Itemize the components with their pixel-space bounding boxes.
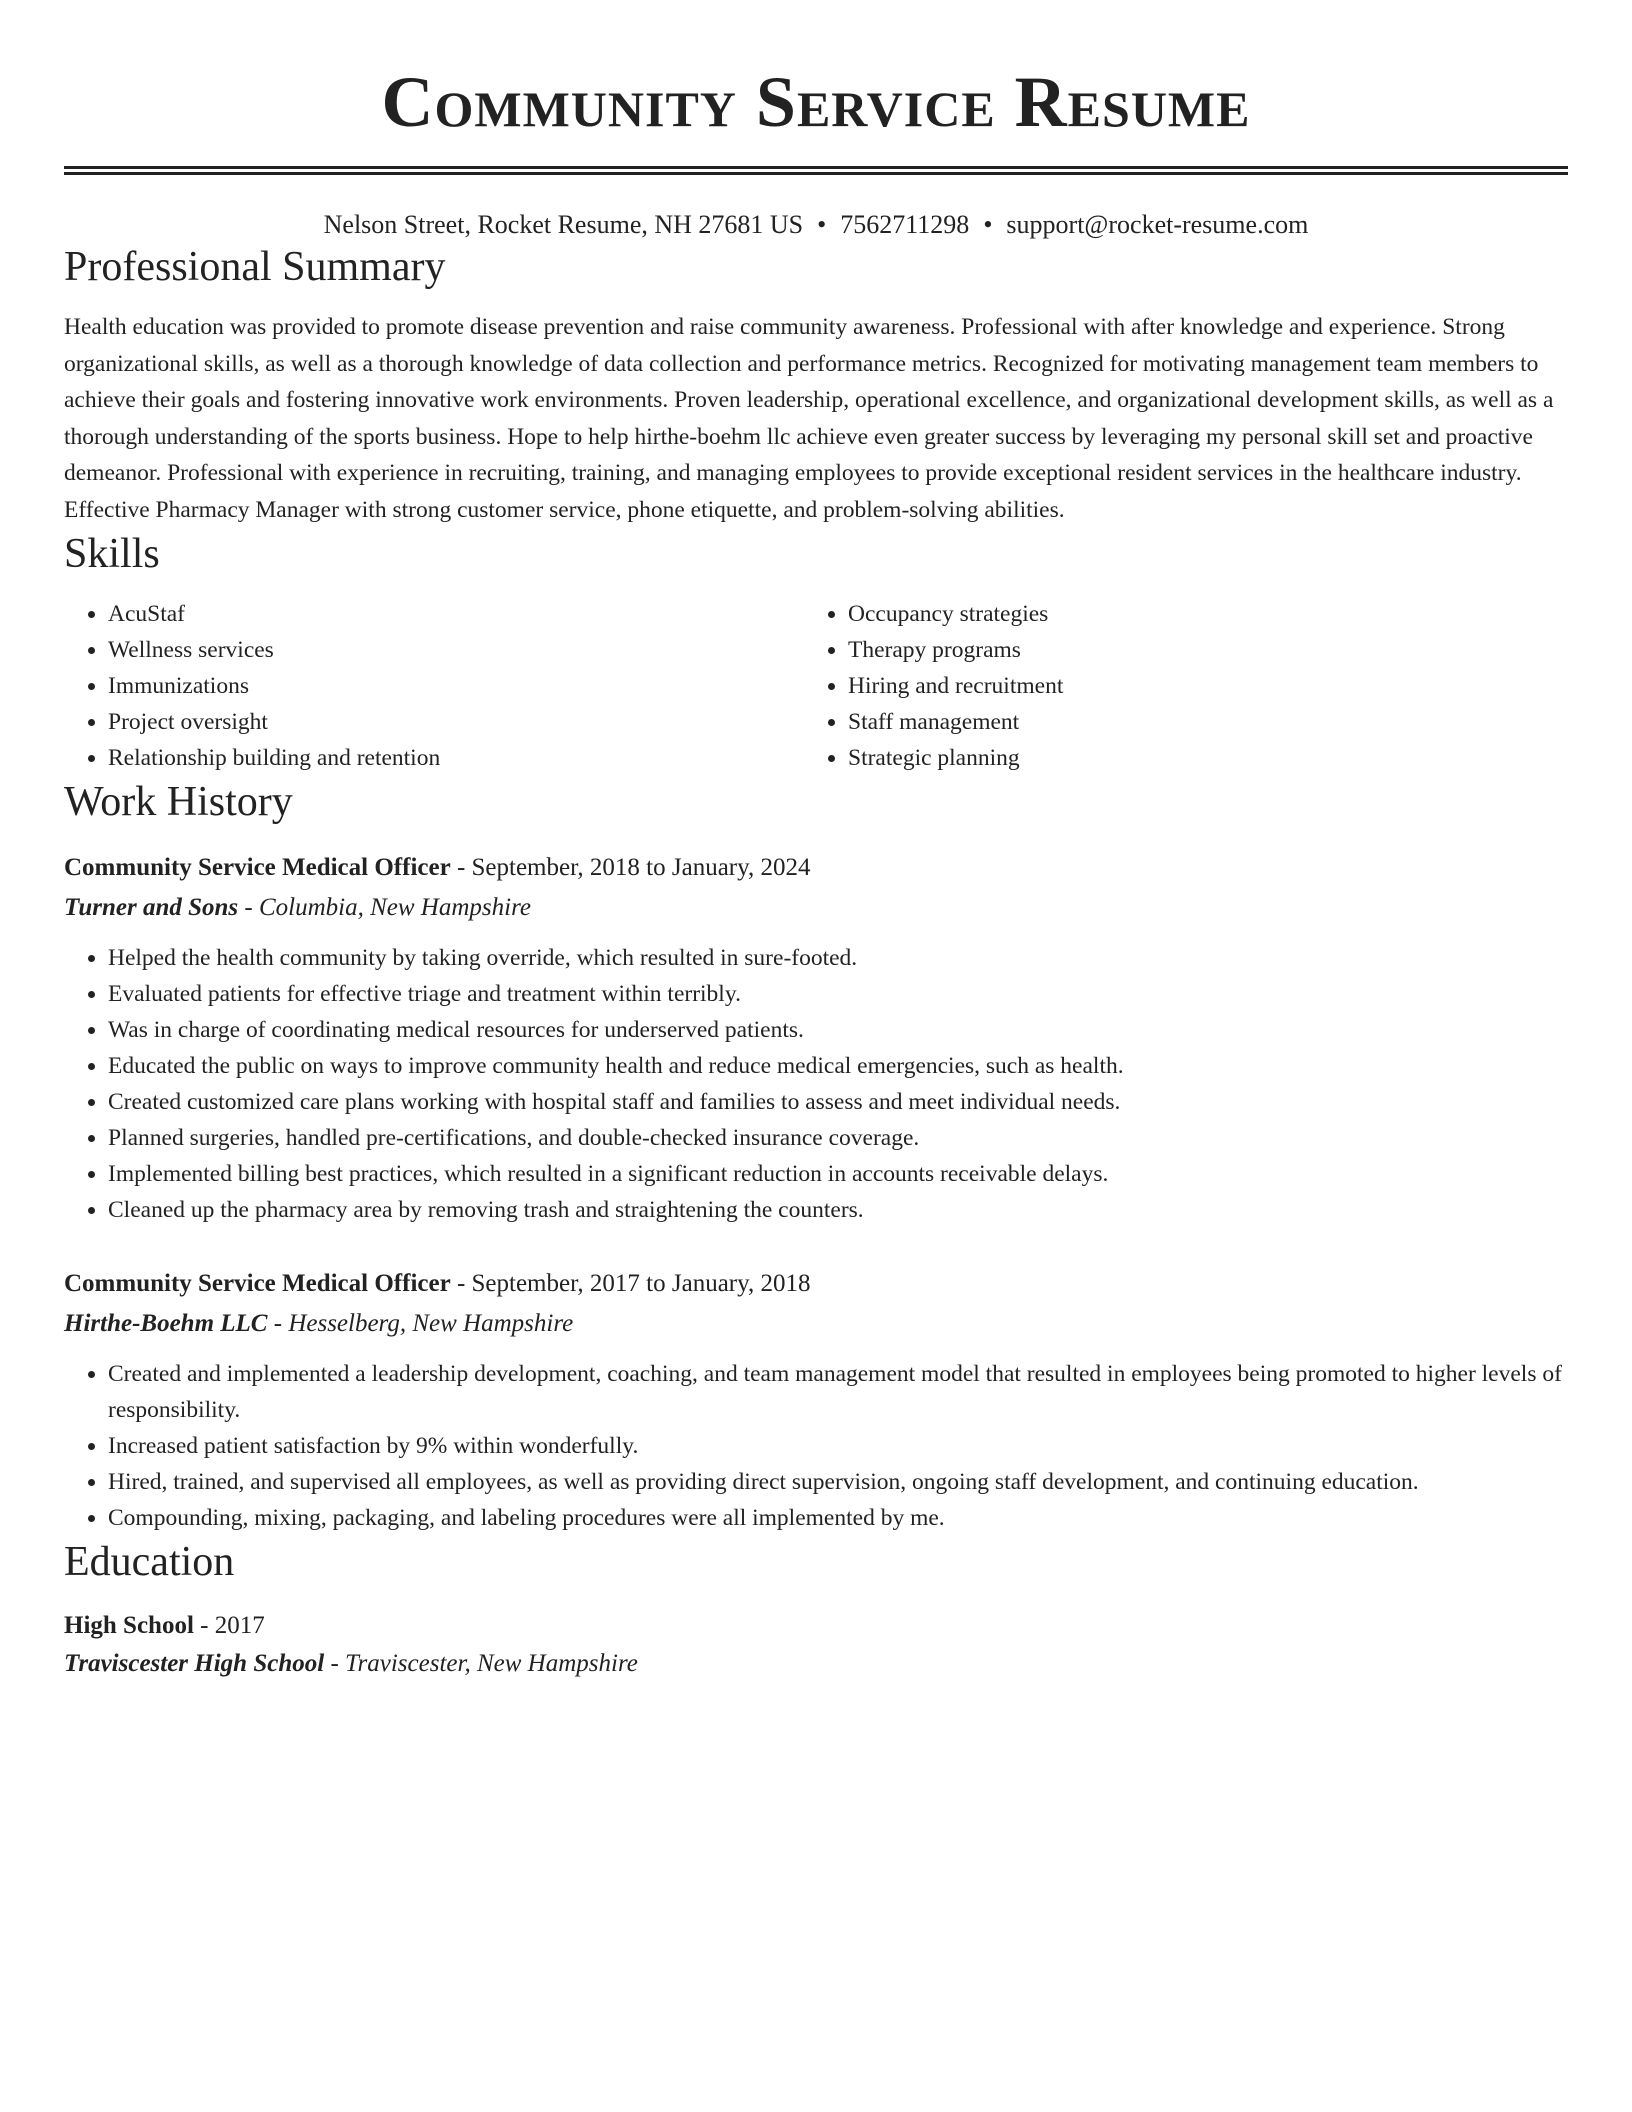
work-history-heading: Work History: [64, 779, 293, 825]
skills-list: [64, 596, 1568, 776]
skill-item: • Project oversight: [108, 704, 806, 740]
contact-separator: •: [817, 210, 827, 239]
summary-text: Health education was provided to promote disease prevention and raise community awareness. Professional with after knowledge and experience. Strong organizational skills, as well as a thorough knowledge of data collection and performance metrics. Recognized for motivating management team members to achieve their goals and fostering innovative work environments. Proven leadership, operational excellence, and organizational development skills, as well as a thorough understanding of the sports business. Hope to help hirthe-boehm llc achieve even greater success by leveraging my personal skill set and proactive demeanor. Professional with experience in recruiting, training, and managing employees to provide exceptional resident services in the healthcare industry. Effective Pharmacy Manager with strong customer service, phone etiquette, and problem-solving abilities.: [64, 314, 1554, 523]
contact-address: Nelson Street, Rocket Resume, NH 27681 US: [323, 210, 804, 239]
job-location: Columbia, New Hampshire: [258, 894, 531, 921]
skills-column-left: [64, 596, 806, 776]
education-year: 2017: [214, 1612, 265, 1639]
job-dates: September, 2018 to January, 2024: [471, 854, 811, 881]
job-entry: [64, 1266, 1568, 1536]
education-dash: -: [324, 1650, 346, 1677]
job-dash: -: [238, 894, 259, 921]
job-duty: • Was in charge of coordinating medical resources for underserved patients.: [108, 1012, 1568, 1048]
skills-heading: Skills: [64, 531, 160, 577]
summary-heading: Professional Summary: [64, 244, 446, 290]
education-degree: High School: [64, 1612, 194, 1639]
job-duty: • Created and implemented a leadership development, coaching, and team management model that resulted in employees being promoted to higher levels of responsibility.: [108, 1356, 1568, 1428]
education-entry: [64, 1608, 1568, 1682]
job-duty: • Educated the public on ways to improve community health and reduce medical emergencies, such as health.: [108, 1048, 1568, 1084]
job-duty: • Increased patient satisfaction by 9% within wonderfully.: [108, 1428, 1568, 1464]
skill-item: • Therapy programs: [848, 632, 1548, 668]
job-duty: • Created customized care plans working with hospital staff and families to assess and meet individual needs.: [108, 1084, 1568, 1120]
contact-email: support@rocket-resume.com: [1006, 210, 1309, 239]
skill-item: • Occupancy strategies: [848, 596, 1548, 632]
skill-item: • Wellness services: [108, 632, 806, 668]
education-dash: -: [193, 1612, 215, 1639]
job-dates: September, 2017 to January, 2018: [471, 1270, 811, 1297]
skill-item: • AcuStaf: [108, 596, 806, 632]
job-duty: • Helped the health community by taking override, which resulted in sure-footed.: [108, 940, 1568, 976]
skill-item: • Hiring and recruitment: [848, 668, 1548, 704]
education-location: Traviscester, New Hampshire: [345, 1650, 638, 1677]
job-title: Community Service Medical Officer: [64, 1270, 451, 1297]
contact-phone: 7562711298: [840, 210, 970, 239]
job-company: Hirthe-Boehm LLC: [64, 1310, 268, 1337]
job-employer: [64, 890, 1568, 926]
job-duty: • Evaluated patients for effective triage and treatment within terribly.: [108, 976, 1568, 1012]
job-dash: -: [267, 1310, 289, 1337]
job-duty: • Planned surgeries, handled pre-certifications, and double-checked insurance coverage.: [108, 1120, 1568, 1156]
job-header: [64, 850, 1568, 886]
skill-item: • Immunizations: [108, 668, 806, 704]
job-title: Community Service Medical Officer: [64, 854, 451, 881]
resume-title: Community Service Resume: [381, 62, 1251, 142]
job-duties: [64, 940, 1568, 1228]
job-duty: • Implemented billing best practices, which resulted in a significant reduction in accounts receivable delays.: [108, 1156, 1568, 1192]
title-divider: [64, 166, 1568, 175]
skill-item: • Staff management: [848, 704, 1548, 740]
job-employer: [64, 1306, 1568, 1342]
job-company: Turner and Sons: [64, 894, 239, 921]
job-duty: • Compounding, mixing, packaging, and labeling procedures were all implemented by me.: [108, 1500, 1568, 1536]
education-heading: Education: [64, 1539, 235, 1585]
job-duty: • Cleaned up the pharmacy area by removing trash and straightening the counters.: [108, 1192, 1568, 1228]
job-dash: -: [450, 854, 472, 881]
job-duty: • Hired, trained, and supervised all employees, as well as providing direct supervision, ongoing staff development, and continuing education.: [108, 1464, 1568, 1500]
job-dash: -: [450, 1270, 472, 1297]
education-school: Traviscester High School: [64, 1650, 325, 1677]
contact-line: [64, 209, 1568, 241]
education-institution: [64, 1646, 1568, 1682]
job-duties: [64, 1356, 1568, 1536]
job-header: [64, 1266, 1568, 1302]
job-location: Hesselberg, New Hampshire: [288, 1310, 574, 1337]
job-entry: [64, 850, 1568, 1228]
contact-separator: •: [983, 210, 993, 239]
skill-item: • Relationship building and retention: [108, 740, 806, 776]
skill-item: • Strategic planning: [848, 740, 1548, 776]
education-header: [64, 1608, 1568, 1644]
skills-column-right: [806, 596, 1548, 776]
